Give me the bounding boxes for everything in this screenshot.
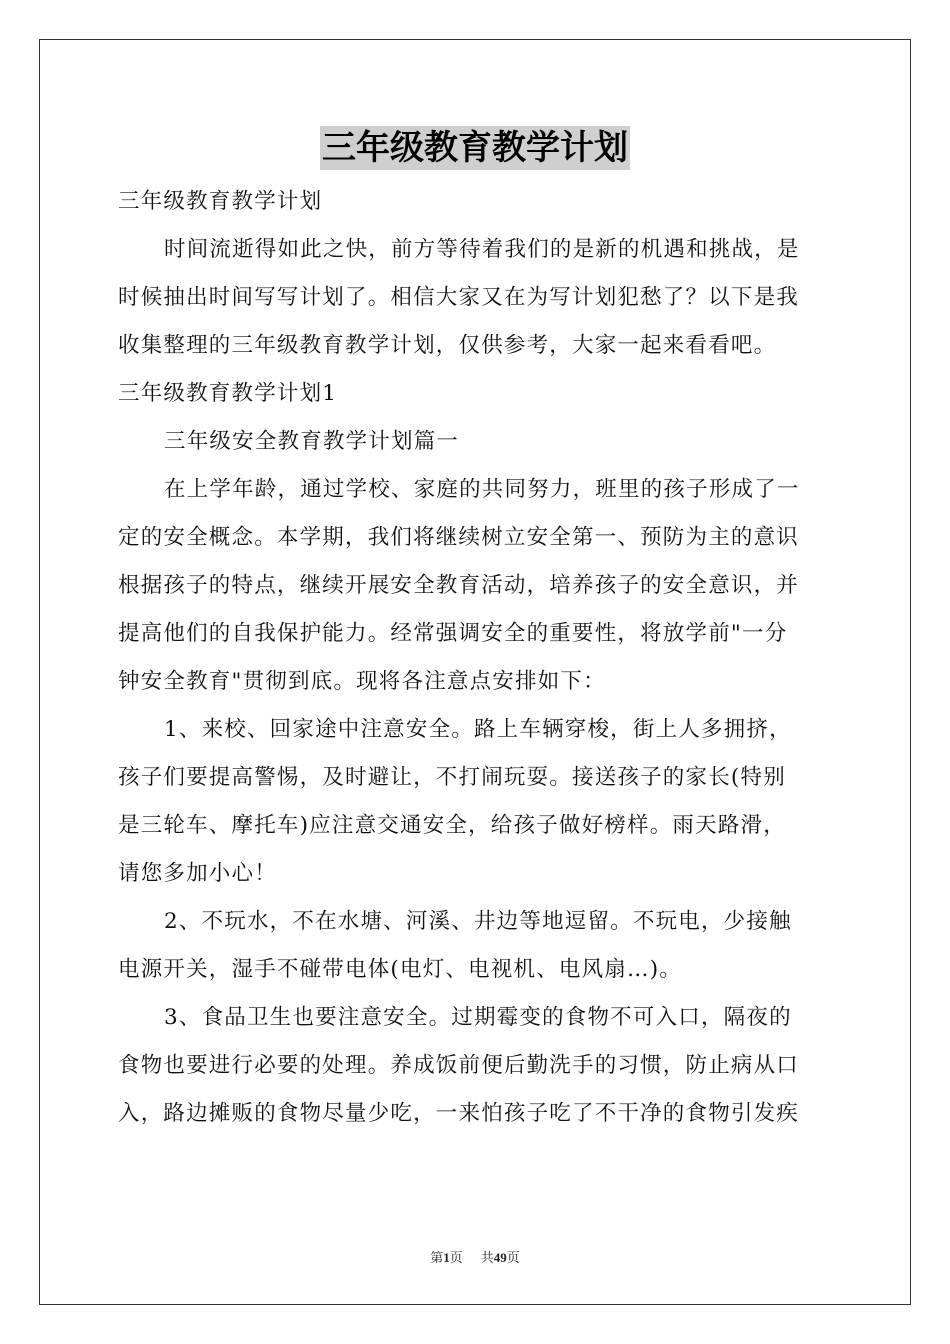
footer-total-pages: 49 [493,1250,507,1265]
footer-page-suffix: 页 [449,1250,463,1265]
text-line: 根据孩子的特点，继续开展安全教育活动，培养孩子的安全意识，并 [118,573,800,598]
text-line: 时候抽出时间写写计划了。相信大家又在为写计划犯愁了？以下是我 [118,285,800,310]
text-line: 时间流逝得如此之快，前方等待着我们的是新的机遇和挑战，是 [164,237,800,262]
text-line: 定的安全概念。本学期，我们将继续树立安全第一、预防为主的意识 [118,525,800,550]
document-title: 三年级教育教学计划 [322,128,628,168]
text-line: 1、来校、回家途中注意安全。路上车辆穿梭，街上人多拥挤， [164,717,792,742]
text-line: 3、食品卫生也要注意安全。过期霉变的食物不可入口，隔夜的 [164,1005,792,1030]
text-line: 在上学年龄，通过学校、家庭的共同努力，班里的孩子形成了一 [164,477,800,502]
text-line: 孩子们要提高警惕，及时避让，不打闹玩耍。接送孩子的家长(特别 [118,765,786,790]
document-body [118,178,838,1138]
text-line: 电源开关，湿手不碰带电体(电灯、电视机、电风扇…)。 [118,957,682,982]
text-line: 三年级安全教育教学计划篇一 [164,429,460,454]
text-line: 三年级教育教学计划 [118,189,323,214]
footer-page-number: 1 [443,1250,450,1265]
text-line: 钟安全教育"贯彻到底。现将各注意点安排如下： [118,669,606,694]
text-line: 2、不玩水，不在水塘、河溪、井边等地逗留。不玩电，少接触 [164,909,792,934]
title-wrap [0,126,950,170]
text-line: 收集整理的三年级教育教学计划，仅供参考，大家一起来看看吧。 [118,333,777,358]
text-line: 请您多加小心！ [118,861,277,886]
footer-page-prefix: 第 [430,1250,444,1265]
page-footer [0,1247,950,1266]
text-line: 食物也要进行必要的处理。养成饭前便后勤洗手的习惯，防止病从口 [118,1053,800,1078]
footer-total-suffix: 页 [506,1250,520,1265]
text-line: 三年级教育教学计划1 [118,381,338,406]
text-line: 入，路边摊贩的食物尽量少吃，一来怕孩子吃了不干净的食物引发疾 [118,1101,800,1126]
text-line: 提高他们的自我保护能力。经常强调安全的重要性，将放学前"一分 [118,621,788,646]
text-line: 是三轮车、摩托车)应注意交通安全，给孩子做好榜样。雨天路滑， [118,813,786,838]
footer-total-prefix: 共 [480,1250,494,1265]
